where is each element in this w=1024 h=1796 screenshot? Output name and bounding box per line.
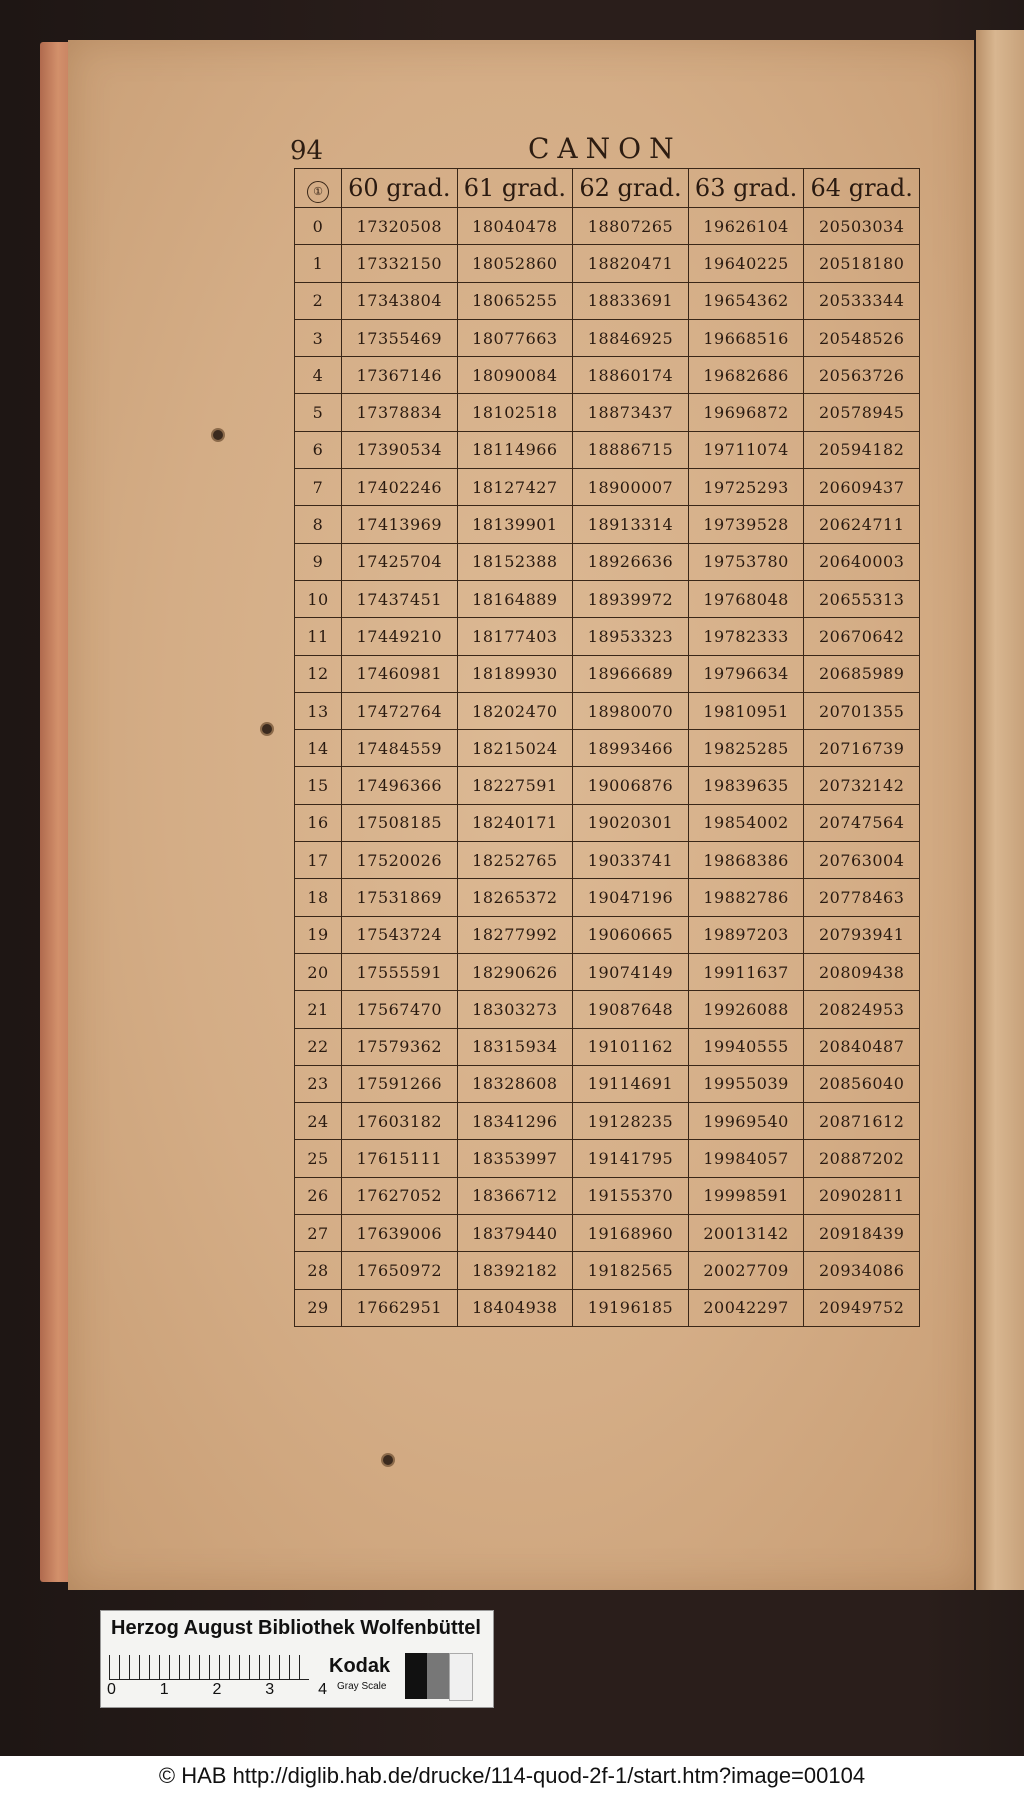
value-cell: 20655313 [804, 580, 920, 617]
table-row [295, 580, 920, 617]
value-cell: 20747564 [804, 804, 920, 841]
value-cell: 20042297 [688, 1289, 804, 1326]
minute-cell: 12 [295, 655, 342, 692]
value-cell: 18114966 [457, 431, 573, 468]
value-cell: 20887202 [804, 1140, 920, 1177]
value-cell: 17591266 [342, 1065, 458, 1102]
table-row [295, 431, 920, 468]
value-cell: 17320508 [342, 208, 458, 245]
value-cell: 17496366 [342, 767, 458, 804]
value-cell: 19182565 [573, 1252, 689, 1289]
page-blemish [262, 724, 272, 734]
value-cell: 18164889 [457, 580, 573, 617]
table-row [295, 208, 920, 245]
value-cell: 18189930 [457, 655, 573, 692]
value-cell: 18900007 [573, 469, 689, 506]
value-cell: 20809438 [804, 953, 920, 990]
adjacent-page-edge [976, 30, 1024, 1590]
table-row [295, 543, 920, 580]
value-cell: 18820471 [573, 245, 689, 282]
value-cell: 18052860 [457, 245, 573, 282]
value-cell: 19682686 [688, 357, 804, 394]
table-row [295, 1177, 920, 1214]
value-cell: 18953323 [573, 618, 689, 655]
table-row [295, 730, 920, 767]
value-cell: 18215024 [457, 730, 573, 767]
value-cell: 20902811 [804, 1177, 920, 1214]
gray-swatch-black [405, 1653, 427, 1699]
value-cell: 17615111 [342, 1140, 458, 1177]
value-cell: 17555591 [342, 953, 458, 990]
minute-cell: 20 [295, 953, 342, 990]
value-cell: 20594182 [804, 431, 920, 468]
minute-cell: 13 [295, 692, 342, 729]
ruler-tick-label: 2 [212, 1681, 222, 1698]
value-cell: 17579362 [342, 1028, 458, 1065]
value-cell: 20840487 [804, 1028, 920, 1065]
value-cell: 20670642 [804, 618, 920, 655]
minute-symbol-icon: ① [307, 181, 329, 203]
table-row [295, 357, 920, 394]
value-cell: 18303273 [457, 991, 573, 1028]
value-cell: 17484559 [342, 730, 458, 767]
value-cell: 18341296 [457, 1103, 573, 1140]
minute-cell: 21 [295, 991, 342, 1028]
value-cell: 18860174 [573, 357, 689, 394]
value-cell: 20732142 [804, 767, 920, 804]
value-cell: 20918439 [804, 1215, 920, 1252]
minute-cell: 0 [295, 208, 342, 245]
value-cell: 18290626 [457, 953, 573, 990]
value-cell: 18102518 [457, 394, 573, 431]
value-cell: 19128235 [573, 1103, 689, 1140]
value-cell: 19141795 [573, 1140, 689, 1177]
value-cell: 18993466 [573, 730, 689, 767]
page-blemish [213, 430, 223, 440]
value-cell: 17567470 [342, 991, 458, 1028]
value-cell: 19969540 [688, 1103, 804, 1140]
minute-cell: 5 [295, 394, 342, 431]
value-cell: 20716739 [804, 730, 920, 767]
value-cell: 20640003 [804, 543, 920, 580]
value-cell: 17508185 [342, 804, 458, 841]
table-row [295, 506, 920, 543]
value-cell: 17520026 [342, 842, 458, 879]
ruler-tick-label: 4 [318, 1681, 327, 1698]
value-cell: 18353997 [457, 1140, 573, 1177]
value-cell: 20856040 [804, 1065, 920, 1102]
minute-cell: 23 [295, 1065, 342, 1102]
table-row [295, 469, 920, 506]
value-cell: 18980070 [573, 692, 689, 729]
ruler-tick-label: 0 [107, 1681, 116, 1698]
value-cell: 17650972 [342, 1252, 458, 1289]
value-cell: 20763004 [804, 842, 920, 879]
minute-cell: 6 [295, 431, 342, 468]
table-row [295, 282, 920, 319]
value-cell: 19006876 [573, 767, 689, 804]
value-cell: 19033741 [573, 842, 689, 879]
value-cell: 19711074 [688, 431, 804, 468]
gray-swatch-mid [427, 1653, 449, 1699]
minute-cell: 10 [295, 580, 342, 617]
value-cell: 17367146 [342, 357, 458, 394]
value-cell: 20503034 [804, 208, 920, 245]
value-cell: 18127427 [457, 469, 573, 506]
value-cell: 18366712 [457, 1177, 573, 1214]
value-cell: 20533344 [804, 282, 920, 319]
value-cell: 20793941 [804, 916, 920, 953]
table-row [295, 245, 920, 282]
value-cell: 19060665 [573, 916, 689, 953]
value-cell: 18328608 [457, 1065, 573, 1102]
value-cell: 18152388 [457, 543, 573, 580]
table-row [295, 1215, 920, 1252]
table-header-row [295, 169, 920, 208]
table-row [295, 692, 920, 729]
value-cell: 19984057 [688, 1140, 804, 1177]
value-cell: 19810951 [688, 692, 804, 729]
minute-cell: 7 [295, 469, 342, 506]
value-cell: 18090084 [457, 357, 573, 394]
value-cell: 20013142 [688, 1215, 804, 1252]
ruler-scale [107, 1681, 327, 1699]
table-row [295, 1065, 920, 1102]
value-cell: 18886715 [573, 431, 689, 468]
value-cell: 19074149 [573, 953, 689, 990]
value-cell: 19955039 [688, 1065, 804, 1102]
table-row [295, 618, 920, 655]
page-blemish [383, 1455, 393, 1465]
table-row [295, 394, 920, 431]
value-cell: 19168960 [573, 1215, 689, 1252]
minute-cell: 4 [295, 357, 342, 394]
value-cell: 18065255 [457, 282, 573, 319]
value-cell: 20578945 [804, 394, 920, 431]
ruler-tick-label: 3 [265, 1681, 275, 1698]
value-cell: 19753780 [688, 543, 804, 580]
value-cell: 19047196 [573, 879, 689, 916]
value-cell: 18833691 [573, 282, 689, 319]
canon-table [294, 168, 920, 1327]
value-cell: 17390534 [342, 431, 458, 468]
value-cell: 19998591 [688, 1177, 804, 1214]
value-cell: 19668516 [688, 319, 804, 356]
table-row [295, 1028, 920, 1065]
value-cell: 19640225 [688, 245, 804, 282]
kodak-logo: Kodak [329, 1655, 391, 1677]
value-cell: 19768048 [688, 580, 804, 617]
value-cell: 19825285 [688, 730, 804, 767]
page-number: 94 [290, 136, 324, 166]
column-header: 64 grad. [804, 169, 920, 208]
value-cell: 19114691 [573, 1065, 689, 1102]
value-cell: 18807265 [573, 208, 689, 245]
table-row [295, 1140, 920, 1177]
value-cell: 17472764 [342, 692, 458, 729]
minute-cell: 17 [295, 842, 342, 879]
table-body [295, 208, 920, 1327]
value-cell: 18846925 [573, 319, 689, 356]
table-row [295, 879, 920, 916]
minute-cell: 15 [295, 767, 342, 804]
minute-cell: 24 [295, 1103, 342, 1140]
value-cell: 19882786 [688, 879, 804, 916]
minute-cell: 8 [295, 506, 342, 543]
minute-cell: 14 [295, 730, 342, 767]
minute-cell: 22 [295, 1028, 342, 1065]
value-cell: 17332150 [342, 245, 458, 282]
value-cell: 19854002 [688, 804, 804, 841]
value-cell: 18240171 [457, 804, 573, 841]
table-row [295, 842, 920, 879]
value-cell: 19911637 [688, 953, 804, 990]
table-row [295, 767, 920, 804]
minute-cell: 9 [295, 543, 342, 580]
minute-cell: 19 [295, 916, 342, 953]
value-cell: 19897203 [688, 916, 804, 953]
value-cell: 17627052 [342, 1177, 458, 1214]
corner-cell [295, 169, 342, 208]
table-row [295, 991, 920, 1028]
table-row [295, 1289, 920, 1326]
value-cell: 17355469 [342, 319, 458, 356]
value-cell: 19782333 [688, 618, 804, 655]
value-cell: 20949752 [804, 1289, 920, 1326]
value-cell: 20778463 [804, 879, 920, 916]
value-cell: 20701355 [804, 692, 920, 729]
running-title: CANON [528, 132, 682, 165]
value-cell: 18913314 [573, 506, 689, 543]
value-cell: 18202470 [457, 692, 573, 729]
ruler-tick-label: 1 [159, 1681, 169, 1698]
value-cell: 18392182 [457, 1252, 573, 1289]
minute-cell: 29 [295, 1289, 342, 1326]
table-row [295, 1252, 920, 1289]
value-cell: 18139901 [457, 506, 573, 543]
value-cell: 18379440 [457, 1215, 573, 1252]
minute-cell: 16 [295, 804, 342, 841]
value-cell: 17449210 [342, 618, 458, 655]
value-cell: 18315934 [457, 1028, 573, 1065]
image-credit: © HAB http://diglib.hab.de/drucke/114-quod-2f-1/start.htm?image=00104 [0, 1756, 1024, 1796]
value-cell: 20027709 [688, 1252, 804, 1289]
color-calibration-card [100, 1610, 494, 1708]
value-cell: 19087648 [573, 991, 689, 1028]
value-cell: 20548526 [804, 319, 920, 356]
column-header: 62 grad. [573, 169, 689, 208]
value-cell: 17662951 [342, 1289, 458, 1326]
value-cell: 19868386 [688, 842, 804, 879]
library-name: Herzog August Bibliothek Wolfenbüttel [111, 1617, 481, 1639]
value-cell: 20685989 [804, 655, 920, 692]
table-row [295, 804, 920, 841]
table-row [295, 1103, 920, 1140]
minute-cell: 1 [295, 245, 342, 282]
minute-cell: 25 [295, 1140, 342, 1177]
value-cell: 17460981 [342, 655, 458, 692]
value-cell: 18077663 [457, 319, 573, 356]
value-cell: 18040478 [457, 208, 573, 245]
column-header: 61 grad. [457, 169, 573, 208]
value-cell: 19725293 [688, 469, 804, 506]
gray-swatch-white [449, 1653, 473, 1701]
value-cell: 18227591 [457, 767, 573, 804]
value-cell: 17402246 [342, 469, 458, 506]
value-cell: 18252765 [457, 842, 573, 879]
value-cell: 18404938 [457, 1289, 573, 1326]
value-cell: 20824953 [804, 991, 920, 1028]
value-cell: 18873437 [573, 394, 689, 431]
value-cell: 17413969 [342, 506, 458, 543]
value-cell: 17639006 [342, 1215, 458, 1252]
value-cell: 19101162 [573, 1028, 689, 1065]
value-cell: 20609437 [804, 469, 920, 506]
value-cell: 20518180 [804, 245, 920, 282]
value-cell: 19020301 [573, 804, 689, 841]
value-cell: 18277992 [457, 916, 573, 953]
minute-cell: 18 [295, 879, 342, 916]
value-cell: 20624711 [804, 506, 920, 543]
value-cell: 19196185 [573, 1289, 689, 1326]
minute-cell: 28 [295, 1252, 342, 1289]
value-cell: 17543724 [342, 916, 458, 953]
value-cell: 18966689 [573, 655, 689, 692]
column-header: 63 grad. [688, 169, 804, 208]
table-row [295, 953, 920, 990]
value-cell: 18939972 [573, 580, 689, 617]
value-cell: 20563726 [804, 357, 920, 394]
column-header: 60 grad. [342, 169, 458, 208]
table-row [295, 655, 920, 692]
value-cell: 18265372 [457, 879, 573, 916]
value-cell: 19654362 [688, 282, 804, 319]
page-fore-edge [40, 42, 70, 1582]
value-cell: 19696872 [688, 394, 804, 431]
value-cell: 19155370 [573, 1177, 689, 1214]
measurement-ruler [109, 1655, 309, 1680]
minute-cell: 11 [295, 618, 342, 655]
value-cell: 19626104 [688, 208, 804, 245]
minute-cell: 26 [295, 1177, 342, 1214]
value-cell: 19940555 [688, 1028, 804, 1065]
value-cell: 17437451 [342, 580, 458, 617]
value-cell: 19926088 [688, 991, 804, 1028]
value-cell: 19796634 [688, 655, 804, 692]
table-row [295, 319, 920, 356]
value-cell: 18926636 [573, 543, 689, 580]
value-cell: 17343804 [342, 282, 458, 319]
minute-cell: 2 [295, 282, 342, 319]
value-cell: 17378834 [342, 394, 458, 431]
value-cell: 19839635 [688, 767, 804, 804]
minute-cell: 27 [295, 1215, 342, 1252]
value-cell: 19739528 [688, 506, 804, 543]
table-row [295, 916, 920, 953]
value-cell: 20934086 [804, 1252, 920, 1289]
value-cell: 20871612 [804, 1103, 920, 1140]
value-cell: 18177403 [457, 618, 573, 655]
value-cell: 17425704 [342, 543, 458, 580]
minute-cell: 3 [295, 319, 342, 356]
gray-scale-label: Gray Scale [337, 1681, 387, 1692]
value-cell: 17603182 [342, 1103, 458, 1140]
value-cell: 17531869 [342, 879, 458, 916]
